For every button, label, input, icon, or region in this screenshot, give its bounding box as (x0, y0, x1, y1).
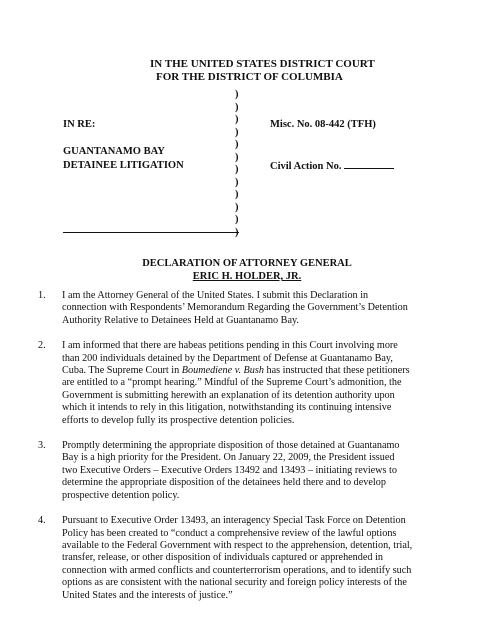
declaration-title-line: DECLARATION OF ATTORNEY GENERAL (142, 258, 352, 269)
paragraph-number: 1. (38, 290, 46, 301)
civil-action-line (270, 158, 394, 174)
civil-action-blank (344, 158, 394, 169)
paragraph-line: connection with Respondents’ Memorandum Regarding the Government’s Detention (62, 302, 408, 314)
court-heading (150, 58, 375, 84)
civil-action-label: Civil Action No. (270, 161, 342, 172)
paragraph-line: Policy has been created to “conduct a comprehensive review of the lawful options (62, 527, 397, 539)
paragraph-line: two Executive Orders – Executive Orders 13492 and 13493 – initiating reviews to (62, 464, 397, 476)
paragraph-number: 3. (38, 440, 46, 452)
paragraph-line: connection with armed conflicts and counterterrorism operations, and to identify such (62, 564, 412, 576)
declaration-body (38, 290, 448, 615)
paragraph-line: Pursuant to Executive Order 13493, an interagency Special Task Force on Detention (62, 515, 406, 527)
paragraph-line: Cuba. The Supreme Court in Boumediene v. Bush has instructed that these petitioners (62, 365, 410, 377)
paragraph-3 (38, 440, 448, 502)
paragraph-line: than 200 individuals detained by the Department of Defense at Guantanamo Bay, (62, 352, 393, 364)
paragraph-2 (38, 340, 448, 427)
paragraph-line: prospective detention policy. (62, 489, 180, 501)
declaration-title (60, 257, 434, 283)
case-citation: Boumediene v. Bush (181, 365, 264, 377)
paragraph-line: determine the appropriate disposition of the detainees held there and to develop (62, 477, 386, 489)
court-name-line: IN THE UNITED STATES DISTRICT COURT (150, 58, 375, 70)
misc-number: Misc. No. 08-442 (TFH) (270, 119, 376, 130)
paragraph-line: I am the Attorney General of the United States. I submit this Declaration in (62, 290, 369, 301)
paragraph-number: 2. (38, 340, 46, 352)
caption-parenthesis-column: ) ) ) ) ) ) ) ) ) ) ) ) (235, 89, 239, 238)
paragraph-line: United States and the interests of justice.” (62, 589, 233, 601)
paragraph-line: which it intends to rely in this litigation, notwithstanding its continuing intensive (62, 402, 392, 414)
paragraph-line: are entitled to a “prompt hearing.” Mindful of the Supreme Court’s admonition, the (62, 377, 402, 389)
paragraph-line: options as are consistent with the national security and foreign policy interests of the (62, 577, 407, 589)
paragraph-1 (38, 290, 448, 327)
caption-rule (63, 232, 239, 233)
paragraph-line: Bay is a high priority for the President. On January 22, 2009, the President issued (62, 452, 395, 464)
paragraph-number: 4. (38, 515, 46, 527)
paragraph-line: Government is submitting herewith an explanation of its detention authority upon (62, 389, 395, 401)
paragraph-4 (38, 515, 448, 602)
party-name-line1: GUANTANAMO BAY (63, 146, 165, 157)
in-re-label: IN RE: (63, 119, 96, 130)
party-name-line2: DETAINEE LITIGATION (63, 160, 184, 171)
paragraph-line: Authority Relative to Detainees Held at Guantanamo Bay. (62, 314, 299, 326)
paragraph-line: transfer, release, or other disposition of individuals captured or apprehended in (62, 552, 383, 564)
paragraph-line: available to the Federal Government with respect to the apprehension, detention, trial, (62, 539, 413, 551)
case-caption-left (63, 118, 184, 173)
paragraph-line: I am informed that there are habeas petitions pending in this Court involving more (62, 340, 398, 352)
declarant-name: ERIC H. HOLDER, JR. (192, 271, 302, 282)
case-caption-right (270, 118, 394, 174)
paragraph-line: Promptly determining the appropriate disposition of those detained at Guantanamo (62, 440, 400, 452)
court-district-line: FOR THE DISTRICT OF COLUMBIA (156, 71, 343, 83)
paragraph-line: efforts to develop fully its prospective detention policies. (62, 414, 295, 426)
